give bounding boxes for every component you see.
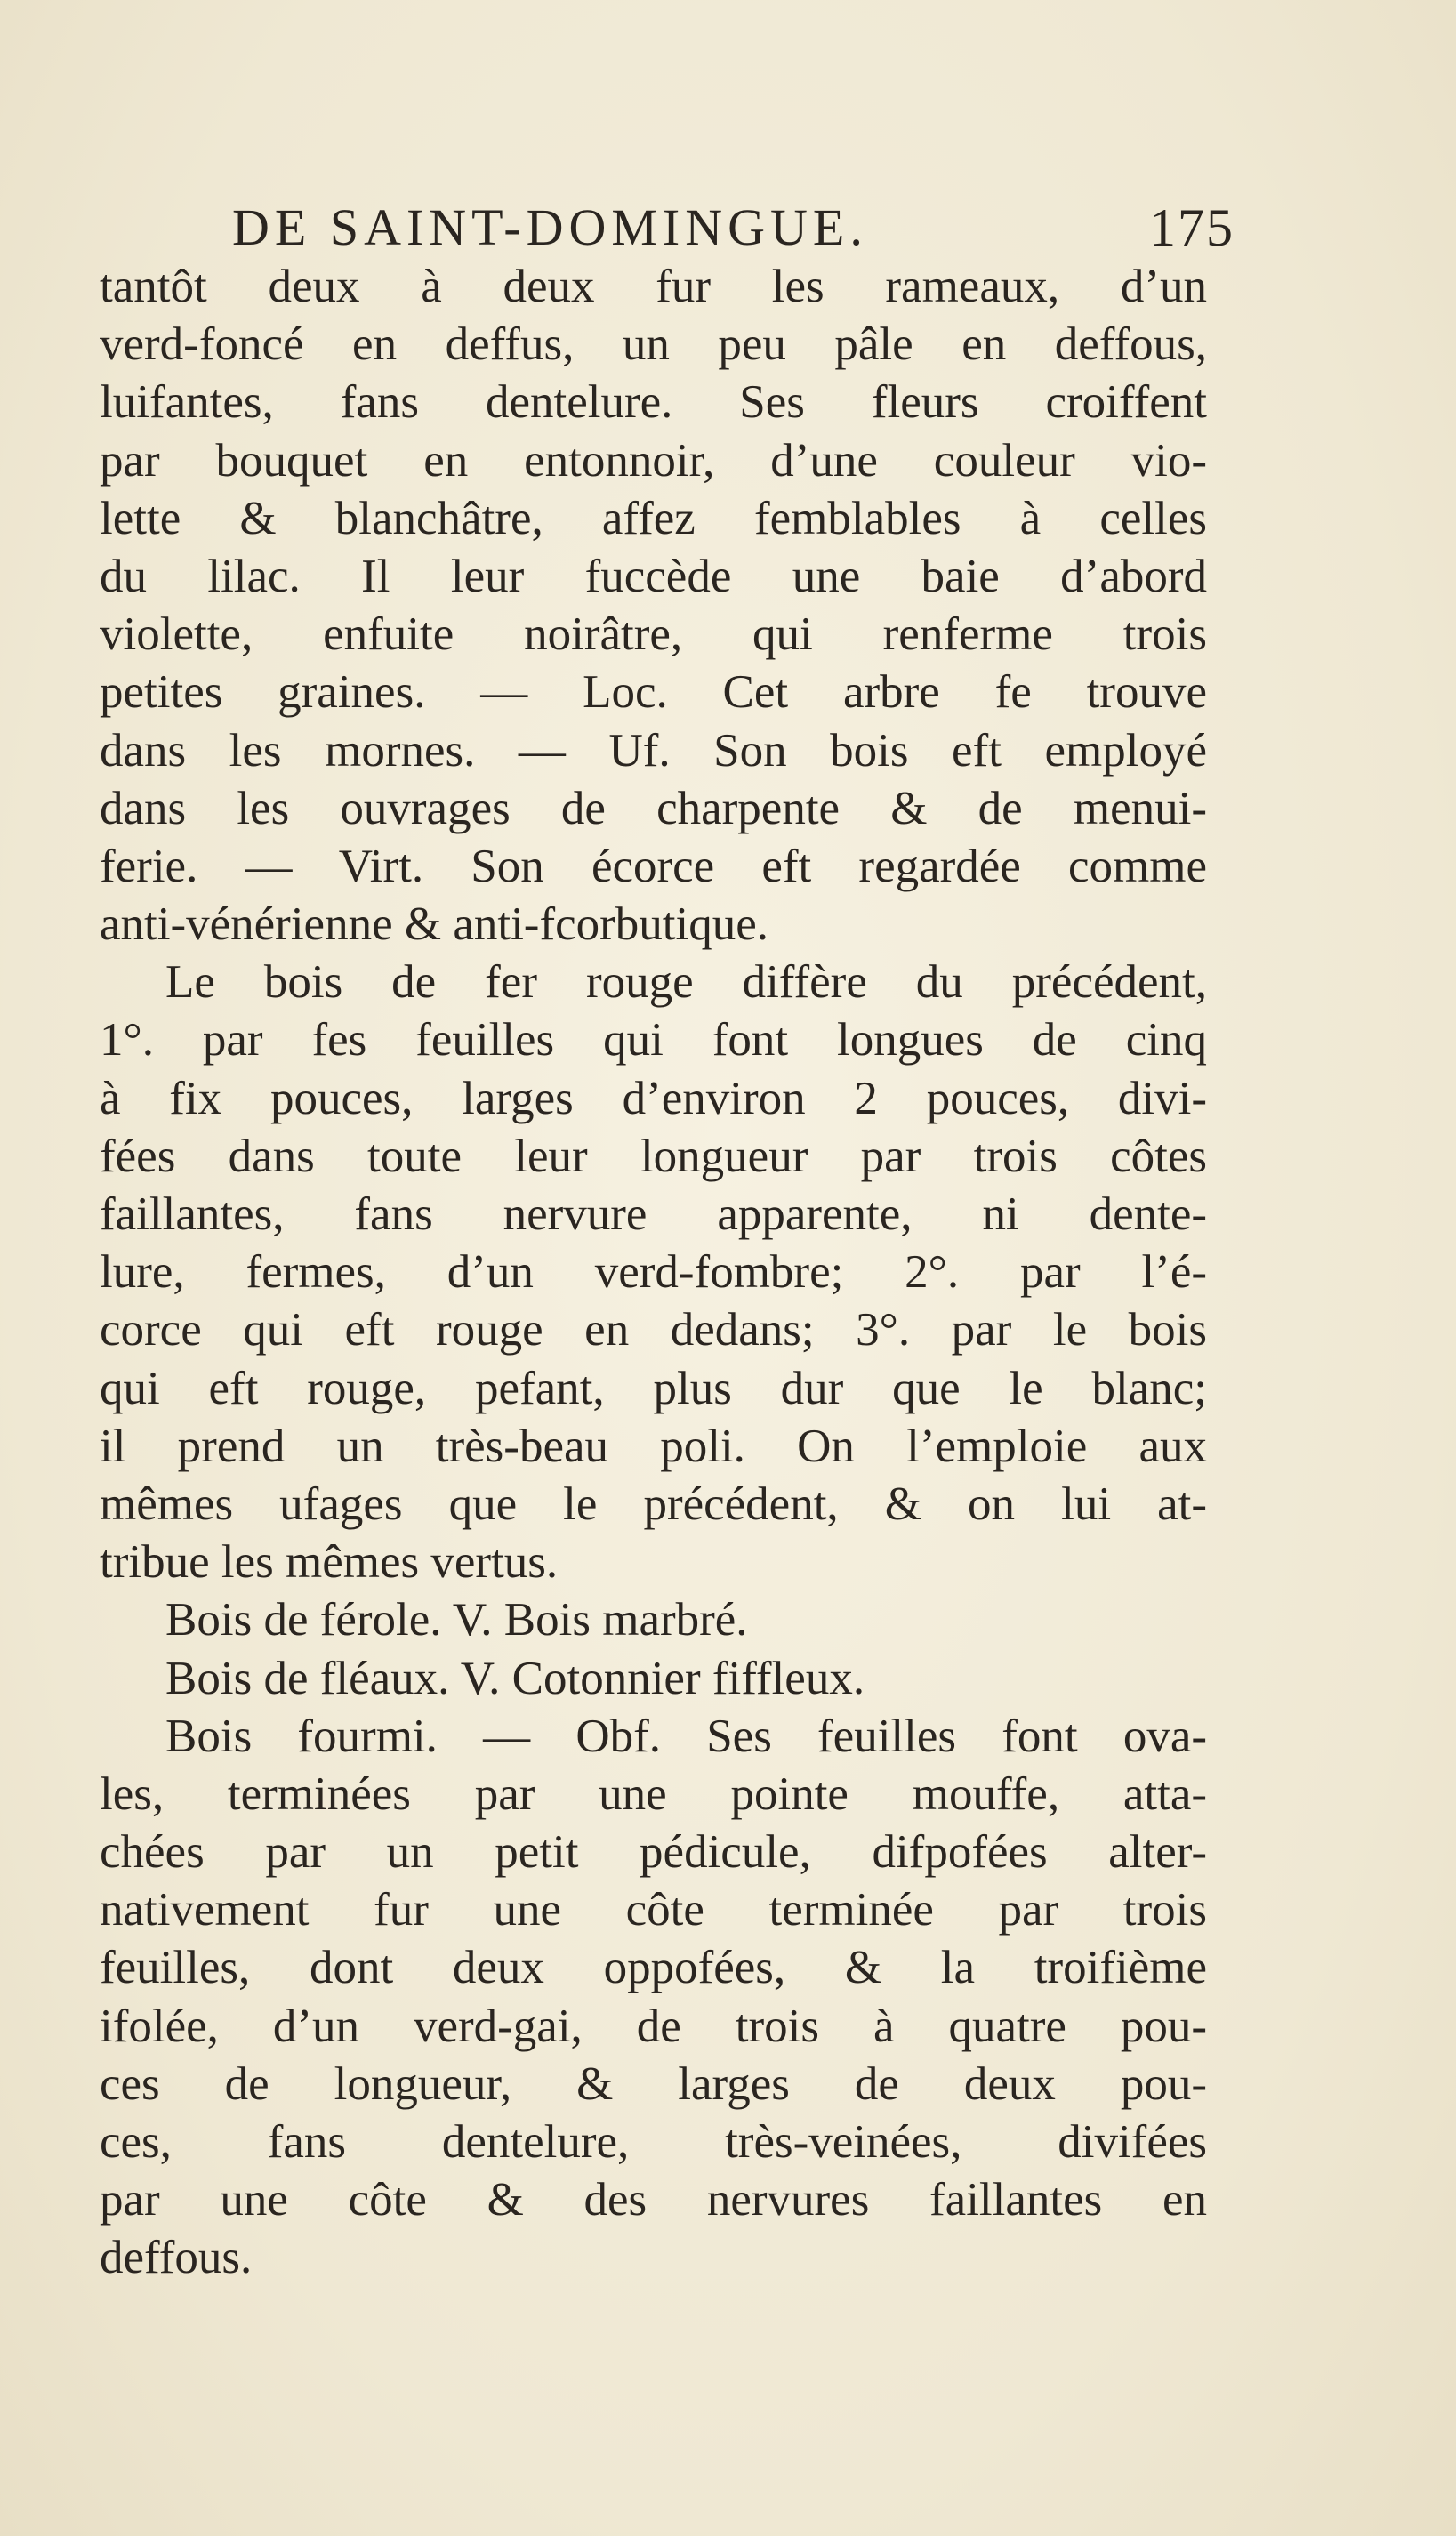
text-line: les, terminées par une pointe mouffe, atta-	[100, 1767, 1207, 1820]
text-line: par une côte & des nervures faillantes en	[100, 2174, 1207, 2226]
paragraph-start: Le bois de fer rouge diffère du précédent,	[165, 956, 1207, 1009]
text-line: tantôt deux à deux fur les rameaux, d’un	[100, 261, 1207, 312]
text-line: feuilles, dont deux oppofées, & la troifième	[100, 1942, 1207, 1994]
text-line: ifolée, d’un verd-gai, de trois à quatre pou-	[100, 2000, 1207, 2052]
paragraph-start: Bois de férole. V. Bois marbré.	[165, 1594, 748, 1646]
text-line: tribue les mêmes vertus.	[100, 1536, 559, 1589]
text-line: à fix pouces, larges d’environ 2 pouces, divi-	[100, 1072, 1207, 1124]
text-line: fées dans toute leur longueur par trois côtes	[100, 1130, 1207, 1182]
text-line: mêmes ufages que le précédent, & on lui at-	[100, 1477, 1207, 1530]
text-line: il prend un très-beau poli. On l’emploie aux	[100, 1420, 1207, 1472]
running-head: DE SAINT-DOMINGUE.	[232, 198, 868, 256]
paragraph-start: Bois de fléaux. V. Cotonnier fiffleux.	[165, 1652, 865, 1704]
text-line: deffous.	[100, 2232, 253, 2284]
text-line: anti-vénérienne & anti-fcorbutique.	[100, 898, 768, 951]
text-line: petites graines. — Loc. Cet arbre fe trouve	[100, 666, 1207, 719]
page-header	[225, 197, 1235, 258]
text-line: verd-foncé en deffus, un peu pâle en deffous,	[100, 318, 1207, 371]
text-line: ces, fans dentelure, très-veinées, divifées	[100, 2116, 1207, 2168]
text-line: lette & blanchâtre, affez femblables à celles	[100, 492, 1207, 544]
text-line: qui eft rouge, pefant, plus dur que le blanc;	[100, 1362, 1207, 1414]
text-line: lure, fermes, d’un verd-fombre; 2°. par l’é-	[100, 1246, 1207, 1299]
body-text	[100, 258, 1207, 2288]
text-line: nativement fur une côte terminée par trois	[100, 1884, 1207, 1936]
text-line: corce qui eft rouge en dedans; 3°. par le bois	[100, 1304, 1207, 1357]
text-line: faillantes, fans nervure apparente, ni dente-	[100, 1188, 1207, 1240]
text-line: luifantes, fans dentelure. Ses fleurs croiffent	[100, 376, 1207, 429]
paragraph-start: Bois fourmi. — Obf. Ses feuilles font ova-	[165, 1710, 1207, 1762]
text-line: du lilac. Il leur fuccède une baie d’abord	[100, 550, 1207, 602]
page-number: 175	[1149, 198, 1235, 257]
text-line: violette, enfuite noirâtre, qui renferme trois	[100, 608, 1207, 661]
text-line: chées par un petit pédicule, difpofées alter-	[100, 1826, 1207, 1879]
text-line: dans les ouvrages de charpente & de menui-	[100, 782, 1207, 834]
text-line: ces de longueur, & larges de deux pou-	[100, 2057, 1207, 2110]
text-line: par bouquet en entonnoir, d’une couleur vio-	[100, 434, 1207, 487]
text-line: ferie. — Virt. Son écorce eft regardée comme	[100, 840, 1207, 892]
text-line: 1°. par fes feuilles qui font longues de cinq	[100, 1014, 1207, 1067]
text-line: dans les mornes. — Uf. Son bois eft employé	[100, 724, 1207, 777]
